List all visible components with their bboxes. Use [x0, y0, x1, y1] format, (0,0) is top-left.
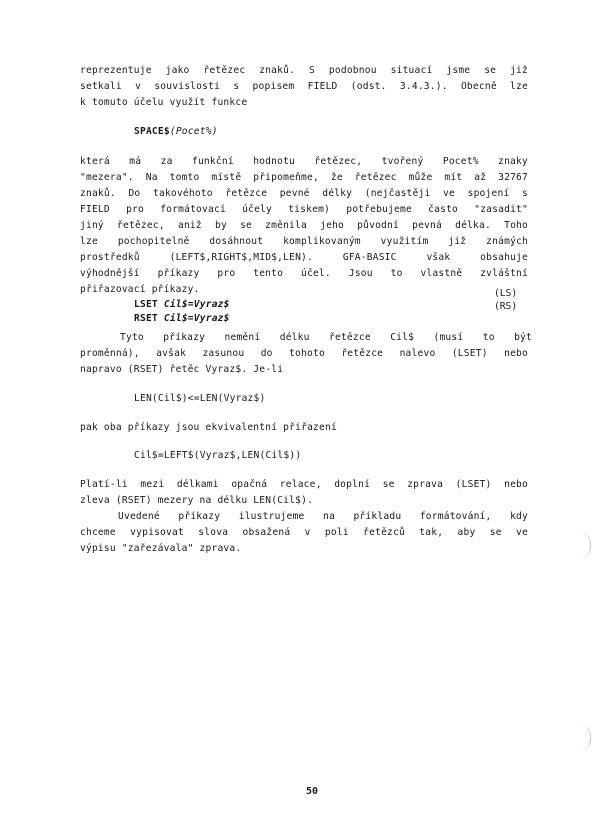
margin-mark [580, 725, 591, 751]
text-line: prostředků (LEFT$,RIGHT$,MID$,LEN). GFA-BASIC však obsahuje [80, 252, 528, 263]
space-argument: (Pocet%) [169, 126, 218, 137]
text-line: setkali v souvislosti s popisem FIELD (odst. 3.4.3.). Obecně lze [80, 81, 528, 92]
text-line: Platí-li mezi délkami opačná relace, doplní se zprava (LSET) nebo [80, 479, 528, 490]
code-len-condition: LEN(Cil$)<=LEN(Vyraz$) [134, 393, 266, 404]
text-line: napravo (RSET) řetěc Vyraz$. Je-li [80, 364, 284, 375]
text-line: Tyto příkazy nemění délku řetězce Cil$ (musí to být [120, 332, 532, 343]
rset-tag: (RS) [494, 301, 518, 312]
text-line: k tomuto účelu využít funkce [80, 97, 248, 108]
space-keyword: SPACE$ [134, 126, 170, 137]
text-line: proměnná), avšak zasunou do tohoto řetězce nalevo (LSET) nebo [80, 348, 528, 359]
text-line: pak oba příkazy jsou ekvivalentní přiřazení [80, 422, 337, 433]
text-line: lze pochopitelně dosáhnout komplikovaným využitím již známých [80, 236, 528, 247]
text-line: výhodnější příkazy pro tento účel. Jsou to vlastně zvláštní [80, 268, 528, 279]
text-line: reprezentuje jako řetězec znaků. S podobnou situací jsme se již [80, 65, 528, 76]
text-line: "mezera". Na tomto místě připomeňme, že řetězec může mít až 32767 [80, 172, 528, 183]
text-line: která má za funkční hodnotu řetězec, tvořený Pocet% znaky [80, 156, 528, 167]
code-lset [134, 298, 230, 311]
text-line: FIELD pro formátovací účely tiskem) potřebujeme často "zasadit" [80, 204, 528, 215]
lset-argument: Cil$=Vyraz$ [163, 299, 230, 310]
text-line: Uvedené příkazy ilustrujeme na příkladu formátování, kdy [118, 511, 528, 522]
text-line: výpisu "zařezávala" zprava. [80, 543, 242, 554]
text-line: jiný řetězec, aniž by se změnila jeho původní pevná délka. Toho [80, 220, 528, 231]
text-line: přiřazovací příkazy. [80, 284, 200, 295]
rset-keyword: RSET [134, 313, 164, 324]
lset-keyword: LSET [134, 299, 164, 310]
text-line: chceme vypisovat slova obsažená v poli řetězců tak, aby se ve [80, 527, 528, 538]
rset-argument: Cil$=Vyraz$ [163, 313, 230, 324]
text-line: zleva (RSET) mezery na délku LEN(Cil$). [80, 495, 314, 506]
code-space-function [134, 125, 218, 138]
page-number: 50 [306, 786, 319, 797]
lset-tag: (LS) [494, 288, 518, 299]
code-assignment: Cil$=LEFT$(Vyraz$,LEN(Cil$)) [134, 450, 302, 461]
text-line: znaků. Do takovéhoto řetězce pevné délky (nejčastěji ve spojení s [80, 188, 528, 199]
margin-mark [580, 532, 591, 558]
code-rset [134, 312, 230, 325]
